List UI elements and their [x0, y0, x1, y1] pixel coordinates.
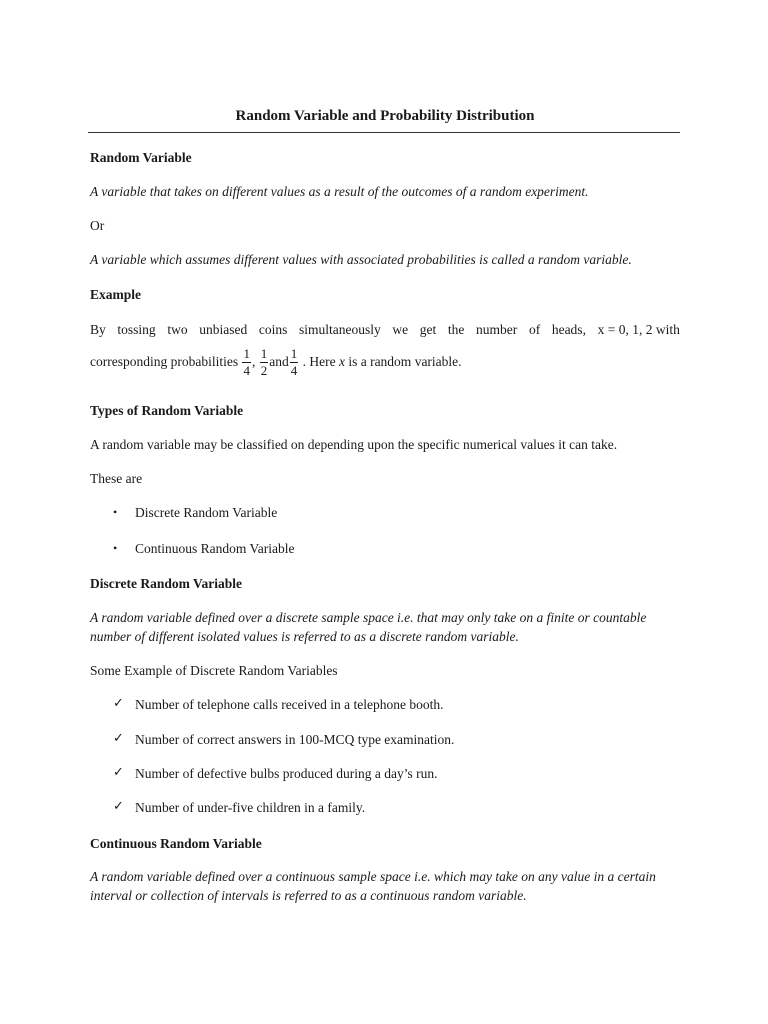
- example-word: get: [419, 322, 437, 337]
- list-item: Continuous Random Variable: [135, 541, 295, 556]
- list-item: Number of defective bulbs produced during a day’s run.: [135, 766, 438, 781]
- title-divider: [88, 132, 680, 133]
- checkmark-icon: ✓: [113, 798, 124, 813]
- random-variable-definition-2: A variable which assumes different values with associated probabilities is called a random variable.: [90, 252, 632, 267]
- example-word: coins: [258, 322, 288, 337]
- checkmark-icon: ✓: [113, 695, 124, 710]
- example-math: x = 0, 1, 2 with: [597, 322, 680, 337]
- example-suffix-post: is a random variable.: [348, 354, 462, 369]
- fraction-one-half: $\frac{1}{2}$: [260, 346, 268, 379]
- discrete-definition-2: number of different isolated values is referred to as a discrete random variable.: [90, 629, 519, 644]
- fraction-one-quarter: $\frac{1}{4}$: [243, 346, 250, 379]
- variable-x: x: [338, 354, 345, 369]
- random-variable-heading: Random Variable: [90, 150, 192, 165]
- continuous-definition-2: interval or collection of intervals is referred to as a continuous random variable.: [90, 888, 527, 903]
- checkmark-icon: ✓: [113, 764, 124, 779]
- example-word: simultaneously: [298, 322, 381, 337]
- bullet-dot-icon: •: [113, 541, 118, 555]
- or-text: Or: [90, 218, 105, 233]
- example-word: two: [167, 322, 188, 337]
- list-item: Number of correct answers in 100-MCQ type examination.: [135, 732, 455, 747]
- bullet-dot-icon: •: [113, 505, 118, 519]
- discrete-examples-heading: Some Example of Discrete Random Variables: [90, 663, 338, 678]
- these-are-text: These are: [90, 471, 143, 486]
- types-text: A random variable may be classified on depending upon the specific numerical values it can take.: [90, 437, 618, 452]
- example-word: tossing: [117, 322, 156, 337]
- example-word: number: [476, 322, 518, 337]
- random-variable-definition-1: A variable that takes on different values as a result of the outcomes of a random experiment.: [90, 184, 589, 199]
- comma: ,: [251, 354, 256, 369]
- example-word: unbiased: [199, 322, 248, 337]
- and-text: and: [269, 354, 289, 369]
- example-word: heads,: [551, 322, 586, 337]
- continuous-definition-1: A random variable defined over a continuous sample space i.e. which may take on any value in a certain: [90, 869, 656, 884]
- example-line-2: [90, 344, 680, 380]
- fraction-one-quarter-2: $\frac{1}{4}$: [290, 346, 298, 379]
- example-line-1: [90, 320, 680, 339]
- example-prefix: corresponding probabilities: [90, 354, 239, 369]
- example-heading: Example: [90, 287, 142, 302]
- document-title: Random Variable and Probability Distribution: [235, 108, 535, 124]
- continuous-heading: Continuous Random Variable: [90, 836, 262, 851]
- list-item: Number of telephone calls received in a telephone booth.: [135, 697, 444, 712]
- discrete-heading: Discrete Random Variable: [90, 576, 242, 591]
- discrete-definition-1: A random variable defined over a discrete sample space i.e. that may only take on a finite or countable: [90, 610, 647, 625]
- checkmark-icon: ✓: [113, 730, 124, 745]
- list-item: Number of under-five children in a family.: [135, 800, 366, 815]
- example-word: By: [90, 322, 106, 337]
- example-word: of: [528, 322, 541, 337]
- example-word: the: [447, 322, 465, 337]
- example-word: we: [392, 322, 409, 337]
- example-suffix-pre: . Here: [302, 354, 336, 369]
- list-item: Discrete Random Variable: [135, 505, 278, 520]
- types-heading: Types of Random Variable: [90, 403, 244, 418]
